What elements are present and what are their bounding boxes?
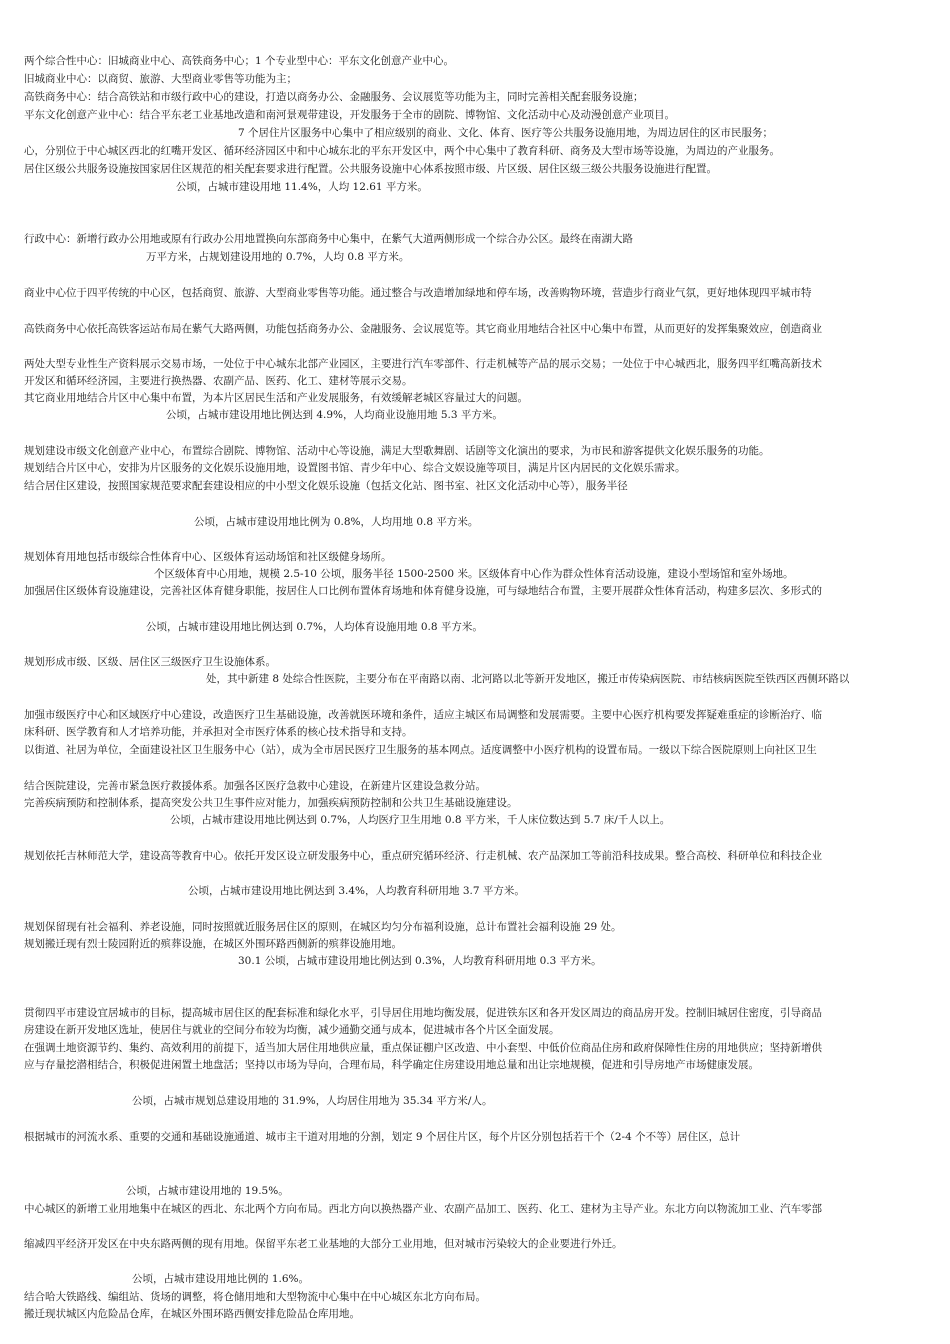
text-line: 应与存量挖潜相结合，积极促进闲置土地盘活；坚持以市场为导向，合理布局，科学确定住房建设用地总量和出让宗地规模，促进和引导房地产市场健康发展。	[24, 1059, 759, 1071]
text-line: 公顷，占城市建设用地比例达到 0.7%，人均医疗卫生用地 0.8 平方米，千人床位数达到 5.7 床/千人以上。	[170, 814, 671, 826]
text-line: 加强市级医疗中心和区域医疗中心建设，改造医疗卫生基础设施，改善就医环境和条件，适应主城区布局调整和发展需要。主要中心医疗机构要发挥疑难重症的诊断治疗、临	[24, 709, 822, 721]
text-line: 在强调土地资源节约、集约、高效利用的前提下，适当加大居住用地供应量，重点保证棚户区改造、中小套型、中低价位商品住房和政府保障性住房的用地供应；坚持新增供	[24, 1042, 822, 1054]
text-line: 完善疾病预防和控制体系，提高突发公共卫生事件应对能力，加强疾病预防控制和公共卫生基础设施建设。	[24, 797, 518, 809]
text-line: 规划体育用地包括市级综合性体育中心、区级体育运动场馆和社区级健身场所。	[24, 551, 392, 563]
text-line: 规划搬迁现有烈士陵园附近的殡葬设施，在城区外围环路西侧新的殡葬设施用地。	[24, 938, 402, 950]
text-line: 结合哈大铁路线、编组站、货场的调整，将仓储用地和大型物流中心集中在中心城区东北方向布局。	[24, 1291, 486, 1303]
text-line: 两处大型专业性生产资料展示交易市场，一处位于中心城东北部产业园区，主要进行汽车零部件、行走机械等产品的展示交易；一处位于中心城西北，服务四平红嘴高新技术	[24, 358, 822, 370]
text-line: 床科研、医学教育和人才培养功能，并承担对全市医疗体系的核心技术指导和支持。	[24, 726, 413, 738]
text-line: 公顷，占城市建设用地比例达到 0.7%，人均体育设施用地 0.8 平方米。	[146, 621, 483, 633]
text-line: 开发区和循环经济园，主要进行换热器、农副产品、医药、化工、建材等展示交易。	[24, 375, 413, 387]
text-line: 规划建设市级文化创意产业中心，布置综合剧院、博物馆、活动中心等设施，满足大型歌舞剧、话剧等文化演出的要求，为市民和游客提供文化娱乐服务的功能。	[24, 445, 770, 457]
text-line: 个区级体育中心用地，规模 2.5-10 公顷，服务半径 1500-2500 米。区级体育中心作为群众性体育活动设施，建设小型场馆和室外场地。	[154, 568, 794, 580]
text-line: 结合医院建设，完善市紧急医疗救援体系。加强各区医疗急救中心建设，在新建片区建设急救分站。	[24, 780, 486, 792]
text-line: 万平方米，占规划建设用地的 0.7%，人均 0.8 平方米。	[146, 251, 410, 263]
text-line: 商业中心位于四平传统的中心区，包括商贸、旅游、大型商业零售等功能。通过整合与改造增加绿地和停车场，改善购物环境，营造步行商业气氛，更好地体现四平城市特	[24, 287, 812, 299]
text-line: 高铁商务中心：结合高铁站和市级行政中心的建设，打造以商务办公、金融服务、会议展览等功能为主，同时完善相关配套服务设施；	[24, 91, 644, 103]
text-line: 公顷，占城市建设用地比例的 1.6%。	[132, 1273, 310, 1285]
text-line: 规划依托吉林师范大学，建设高等教育中心。依托开发区设立研发服务中心，重点研究循环经济、行走机械、农产品深加工等前沿科技成果。整合高校、科研单位和科技企业	[24, 850, 822, 862]
text-line: 缩减四平经济开发区在中央东路两侧的现有用地。保留平东老工业基地的大部分工业用地，但对城市污染较大的企业要进行外迁。	[24, 1238, 623, 1250]
text-line: 搬迁现状城区内危险品仓库，在城区外围环路西侧安排危险品仓库用地。	[24, 1308, 360, 1320]
text-line: 公顷，占城市建设用地比例达到 3.4%，人均教育科研用地 3.7 平方米。	[188, 885, 525, 897]
text-line: 7 个居住片区服务中心集中了相应级别的商业、文化、体育、医疗等公共服务设施用地，为周边居住的区市民服务；	[238, 127, 774, 139]
text-line: 加强居住区级体育设施建设，完善社区体育健身职能，按居住人口比例布置体育场地和体育健身设施，可与绿地结合布置，主要开展群众性体育活动，构建多层次、多形式的	[24, 585, 822, 597]
text-line: 心，分别位于中心城区西北的红嘴开发区、循环经济园区中和中心城东北的平东开发区中，两个中心集中了教育科研、商务及大型市场等设施，为周边的产业服务。	[24, 145, 780, 157]
text-line: 居住区级公共服务设施按国家居住区规范的相关配套要求进行配置。公共服务设施中心体系按照市级、片区级、居住区级三级公共服务设施进行配置。	[24, 163, 717, 175]
text-line: 公顷，占城市建设用地比例达到 4.9%，人均商业设施用地 5.3 平方米。	[166, 409, 503, 421]
text-line: 以街道、社居为单位，全面建设社区卫生服务中心（站），成为全市居民医疗卫生服务的基本网点。适度调整中小医疗机构的设置布局。一级以下综合医院原则上向社区卫生	[24, 744, 817, 756]
text-line: 旧城商业中心：以商贸、旅游、大型商业零售等功能为主；	[24, 73, 297, 85]
text-line: 结合居住区建设，按照国家规范要求配套建设相应的中小型文化娱乐设施（包括文化站、图书室、社区文化活动中心等），服务半径	[24, 480, 628, 492]
text-line: 30.1 公顷，占城市建设用地比例达到 0.3%，人均教育科研用地 0.3 平方米。	[238, 955, 602, 967]
text-line: 公顷，占城市建设用地 11.4%，人均 12.61 平方米。	[176, 181, 428, 193]
text-line: 规划结合片区中心，安排为片区服务的文化娱乐设施用地，设置图书馆、青少年中心、综合文娱设施等项目，满足片区内居民的文化娱乐需求。	[24, 462, 686, 474]
text-line: 公顷，占城市建设用地的 19.5%。	[126, 1185, 289, 1197]
text-line: 规划形成市级、区级、居住区三级医疗卫生设施体系。	[24, 656, 276, 668]
text-line: 房建设在新开发地区选址，使居住与就业的空间分布较为均衡，减少通勤交通与成本，促进城市各个片区全面发展。	[24, 1024, 560, 1036]
text-line: 处，其中新建 8 处综合性医院，主要分布在平南路以南、北河路以北等新开发地区，搬迁市传染病医院、市结核病医院至铁西区西侧环路以	[206, 673, 850, 685]
text-line: 根据城市的河流水系、重要的交通和基础设施通道、城市主干道对用地的分割，划定 9 个居住片区，每个片区分别包括若干个（2-4 个不等）居住区，总计	[24, 1131, 741, 1143]
text-line: 平东文化创意产业中心：结合平东老工业基地改造和南河景观带建设，开发服务于全市的剧院、博物馆、文化活动中心及动漫创意产业项目。	[24, 109, 675, 121]
text-line: 规划保留现有社会福利、养老设施，同时按照就近服务居住区的原则，在城区均匀分布福利设施，总计布置社会福利设施 29 处。	[24, 921, 622, 933]
text-line: 中心城区的新增工业用地集中在城区的西北、东北两个方向布局。西北方向以换热器产业、农副产品加工、医药、化工、建材为主导产业。东北方向以物流加工业、汽车零部	[24, 1203, 822, 1215]
text-line: 贯彻四平市建设宜居城市的目标，提高城市居住区的配套标准和绿化水平，引导居住用地均衡发展，促进铁东区和各开发区周边的商品房开发。控制旧城居住密度，引导商品	[24, 1007, 822, 1019]
text-line: 公顷，占城市规划总建设用地的 31.9%，人均居住用地为 35.34 平方米/人。	[132, 1095, 493, 1107]
text-line: 高铁商务中心依托高铁客运站布局在紫气大路两侧，功能包括商务办公、金融服务、会议展览等。其它商业用地结合社区中心集中布置，从而更好的发挥集聚效应，创造商业	[24, 323, 822, 335]
text-line: 行政中心：新增行政办公用地或原有行政办公用地置换向东部商务中心集中，在紫气大道两侧形成一个综合办公区。最终在南湖大路	[24, 233, 633, 245]
text-line: 两个综合性中心：旧城商业中心、高铁商务中心；1 个专业型中心：平东文化创意产业中心。	[24, 55, 455, 67]
text-line: 公顷，占城市建设用地比例为 0.8%，人均用地 0.8 平方米。	[194, 516, 479, 528]
text-line: 其它商业用地结合片区中心集中布置，为本片区居民生活和产业发展服务，有效缓解老城区容量过大的问题。	[24, 392, 528, 404]
